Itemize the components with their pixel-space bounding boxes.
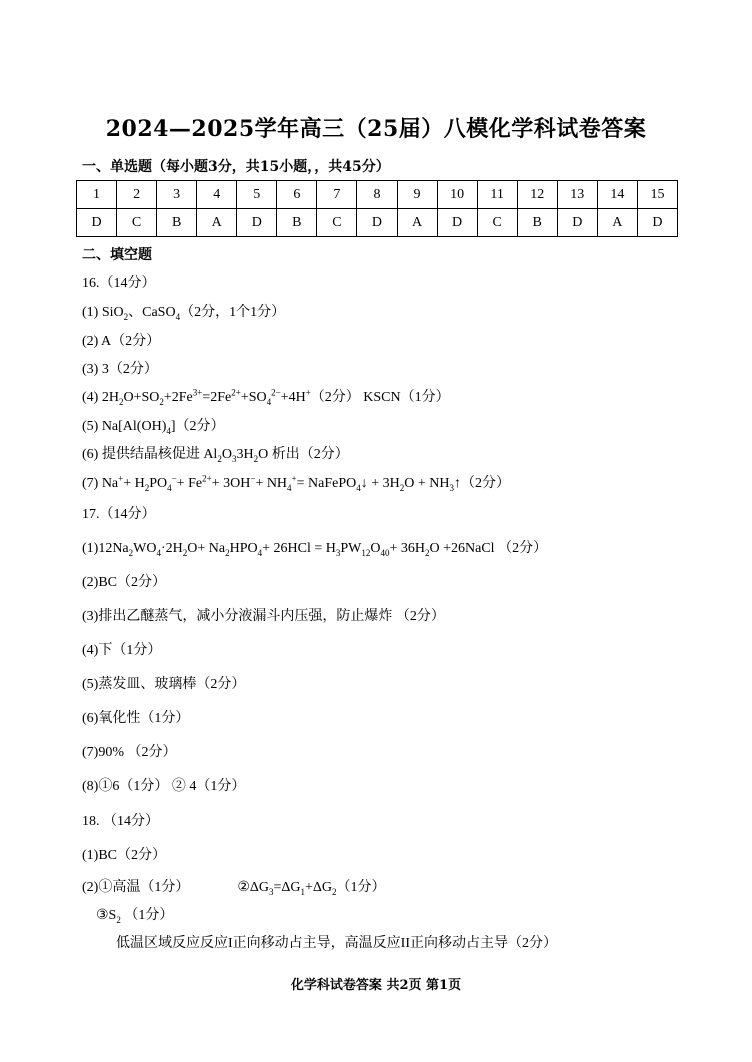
section-heading-choice: 一、单选题（每小题3分，共15小题，，共45分） (82, 159, 390, 175)
table-cell: B (277, 209, 317, 237)
answer-table (76, 180, 678, 237)
q17-answer-3: (3)排出乙醚蒸气，减小分液漏斗内压强，防止爆炸 （2分） (82, 609, 445, 624)
table-row-answers (77, 209, 678, 237)
q16-answer-7: (7) $Na^++ H_2PO_4^-+ Fe^{2+}+ 3OH^-+ NH_4^+=$ NaFePO$_4$↓ + $3H_2O$ + $NH_3↑(2$分） (82, 473, 510, 493)
q16-answer-3: (3) 3（2分） (82, 362, 158, 377)
q18-answer-3: $③S_2$ （1分） (96, 908, 174, 925)
page-footer: 化学科试卷答案 共2页 第1页 (290, 978, 462, 993)
q18-answer-4: 低温区域反应反应I正向移动占主导，高温反应II正向移动占主导（2分） (116, 936, 557, 951)
table-cell: 3 (157, 181, 197, 209)
section-heading-fill: 二、填空题 (82, 247, 152, 263)
table-cell: B (157, 209, 197, 237)
table-cell: 11 (477, 181, 517, 209)
q18-answer-1: (1)BC（2分） (82, 848, 166, 863)
q17-answer-7: (7)90% （2分） (82, 745, 177, 760)
q16-header: 16.（14分） (82, 276, 156, 291)
q16-answer-4: (4) $2H_2O+SO_2+2Fe^{3+}=2Fe^{2+}+SO_4^{2-}+4H^+(2$分） KSCN（1分） (82, 387, 450, 407)
table-cell: 14 (597, 181, 637, 209)
table-cell: 8 (357, 181, 397, 209)
table-cell: B (517, 209, 557, 237)
table-cell: D (237, 209, 277, 237)
q17-answer-1: $(1)12Na_2WO_4\cdot 2H_2O+ Na_2HPO_4+ 26HCl = H_3PW_{12}O_{40}+ 36H_2O$ +26NaCl （2分） (82, 541, 548, 558)
table-cell: D (437, 209, 477, 237)
page-title: 2024—2025学年高三（25届）八模化学科试卷答案 (105, 116, 647, 142)
table-cell: 4 (197, 181, 237, 209)
table-cell: 15 (637, 181, 677, 209)
table-cell: A (597, 209, 637, 237)
q16-answer-2: (2) A（2分） (82, 334, 161, 349)
table-cell: 9 (397, 181, 437, 209)
q16-answer-1: (1) SiO$_2$、CaSO$_4$（2分，1个1分） (82, 305, 286, 322)
table-cell: 2 (117, 181, 157, 209)
table-cell: C (477, 209, 517, 237)
q17-answer-4: (4)下（1分） (82, 643, 162, 658)
q16-answer-6: (6) 提供结晶核促进 $Al_2O_33H_2O$ 析出（2分） (82, 447, 349, 464)
table-cell: D (357, 209, 397, 237)
table-cell: 1 (77, 181, 117, 209)
table-cell: 5 (237, 181, 277, 209)
q18-answer-2: (2)①高温（1分） $②\Delta G_3=\Delta G_1+\Delta G_2(1$分） (82, 880, 386, 897)
table-cell: C (117, 209, 157, 237)
q17-answer-2: (2)BC（2分） (82, 575, 166, 590)
table-cell: 13 (557, 181, 597, 209)
table-cell: 7 (317, 181, 357, 209)
table-cell: D (77, 209, 117, 237)
table-cell: A (197, 209, 237, 237)
q17-answer-5: (5)蒸发皿、玻璃棒（2分） (82, 677, 246, 692)
table-cell: A (397, 209, 437, 237)
table-cell: 6 (277, 181, 317, 209)
table-cell: D (557, 209, 597, 237)
table-cell: C (317, 209, 357, 237)
table-row-numbers (77, 181, 678, 209)
q17-answer-8: (8)①6（1分） ② 4（1分） (82, 779, 246, 794)
q16-answer-5: (5) $Na[Al(OH)_4](2$分） (82, 419, 225, 436)
q17-answer-6: (6)氧化性（1分） (82, 711, 190, 726)
q18-header: 18. （14分） (82, 814, 159, 829)
table-cell: 10 (437, 181, 477, 209)
table-cell: 12 (517, 181, 557, 209)
table-cell: D (637, 209, 677, 237)
q17-header: 17.（14分） (82, 507, 156, 522)
